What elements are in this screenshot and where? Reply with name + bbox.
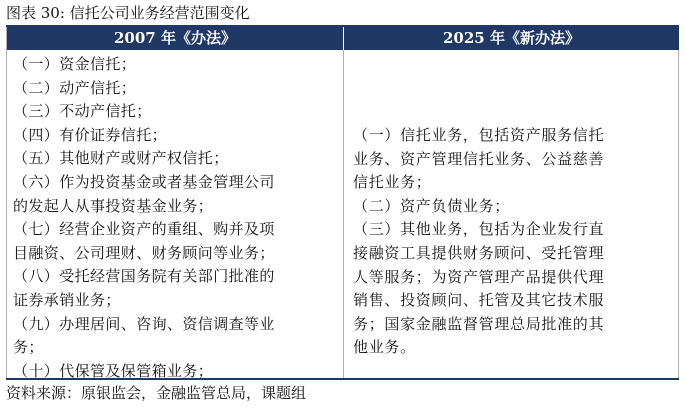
column-divider: [343, 50, 344, 378]
left-line: （九）办理居间、咨询、资信调查等业: [13, 314, 275, 333]
right-line: （二）资产负债业务；: [353, 196, 511, 215]
right-line: 业务、资产管理信托业务、公益慈善: [353, 149, 605, 168]
source-note: 资料来源：原银监会，金融监管总局，课题组: [6, 384, 307, 402]
left-line: 的发起人从事投资基金业务；: [13, 196, 214, 215]
left-line: （一）资金信托；: [13, 55, 137, 73]
column-2007-content: [13, 53, 335, 383]
left-line: 务；: [13, 338, 44, 357]
left-line: （二）动产信托；: [13, 78, 137, 97]
left-line: 目融资、公司理财、财务顾问等业务；: [13, 243, 275, 262]
left-line: （五）其他财产或财产权信托；: [13, 149, 229, 168]
column-2025-content: [353, 124, 673, 360]
right-line: 信托业务；: [353, 173, 432, 192]
right-line: （一）信托业务，包括资产服务信托: [353, 126, 605, 144]
right-line: （三）其他业务，包括为企业发行直: [353, 220, 605, 239]
header-2025-new-measures: 2025 年《新办法》: [344, 27, 679, 50]
left-line: （六）作为投资基金或者基金管理公司: [13, 172, 275, 191]
right-line: 他业务。: [353, 338, 416, 357]
left-line: 证券承销业务；: [13, 290, 121, 309]
left-line: （七）经营企业资产的重组、购并及项: [13, 220, 275, 239]
right-line: 接融资工具提供财务顾问、受托管理: [353, 243, 605, 262]
right-line: 人等服务；为资产管理产品提供代理: [353, 267, 605, 286]
figure-title: 图表 30: 信托公司业务经营范围变化: [6, 4, 250, 22]
left-line: （三）不动产信托；: [13, 102, 152, 121]
scope-comparison-table: [6, 27, 679, 378]
table-bottom-rule: [6, 378, 679, 380]
left-line: （十）代保管及保管箱业务；: [13, 361, 214, 380]
left-line: （八）受托经营国务院有关部门批准的: [13, 267, 275, 286]
header-2007-measures: 2007 年《办法》: [7, 27, 343, 50]
right-line: 务；国家金融监督管理总局批准的其: [353, 314, 605, 333]
left-line: （四）有价证券信托；: [13, 125, 168, 144]
right-line: 销售、投资顾问、托管及其它技术服: [353, 291, 605, 310]
